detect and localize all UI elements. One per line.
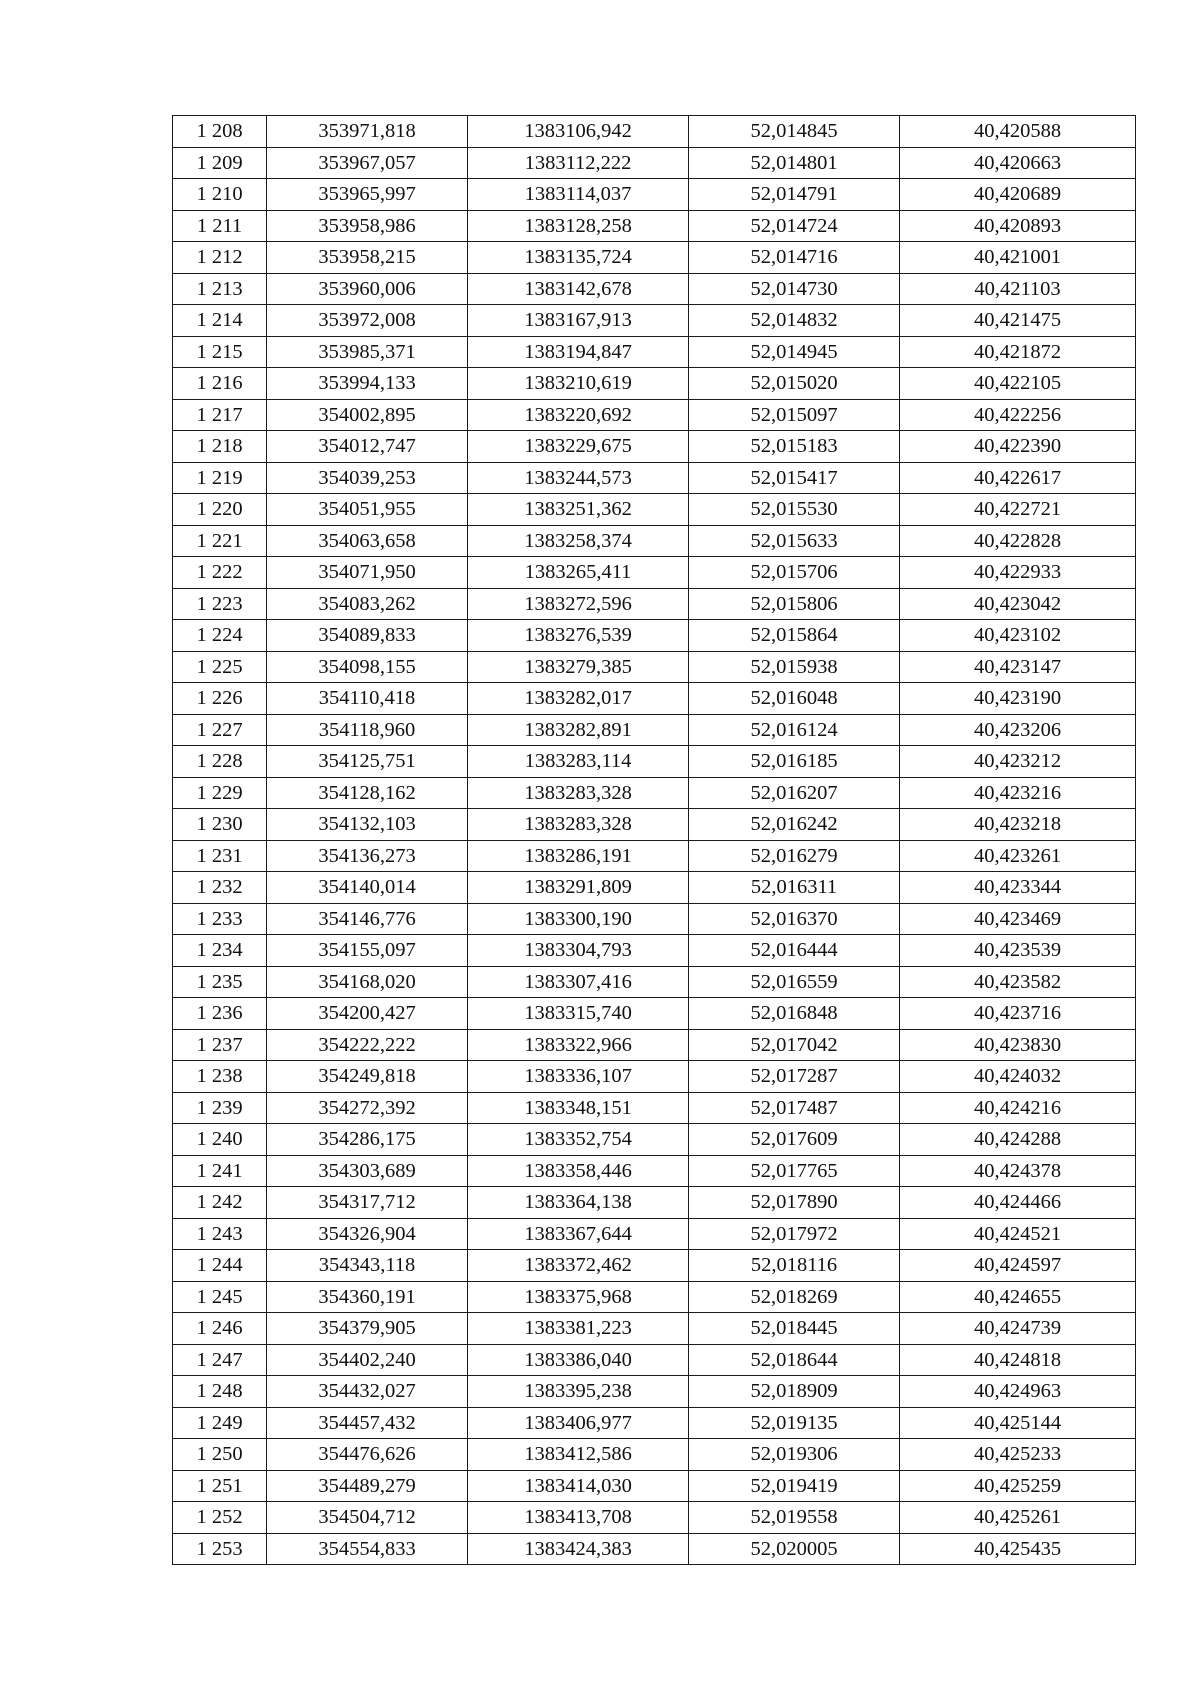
y-coordinate-cell: 1383283,328 — [468, 777, 689, 809]
y-coordinate-cell: 1383210,619 — [468, 368, 689, 400]
latitude-cell: 52,016848 — [689, 998, 900, 1030]
x-coordinate-cell: 354140,014 — [267, 872, 468, 904]
latitude-cell: 52,014724 — [689, 210, 900, 242]
y-coordinate-cell: 1383283,114 — [468, 746, 689, 778]
y-coordinate-cell: 1383406,977 — [468, 1407, 689, 1439]
y-coordinate-cell: 1383244,573 — [468, 462, 689, 494]
x-coordinate-cell: 354128,162 — [267, 777, 468, 809]
latitude-cell: 52,020005 — [689, 1533, 900, 1565]
table-row — [173, 179, 1136, 211]
longitude-cell: 40,425435 — [900, 1533, 1136, 1565]
y-coordinate-cell: 1383413,708 — [468, 1502, 689, 1534]
point-number-cell: 1 222 — [173, 557, 267, 589]
x-coordinate-cell: 354155,097 — [267, 935, 468, 967]
x-coordinate-cell: 354457,432 — [267, 1407, 468, 1439]
longitude-cell: 40,423716 — [900, 998, 1136, 1030]
x-coordinate-cell: 354317,712 — [267, 1187, 468, 1219]
longitude-cell: 40,425233 — [900, 1439, 1136, 1471]
latitude-cell: 52,016185 — [689, 746, 900, 778]
y-coordinate-cell: 1383142,678 — [468, 273, 689, 305]
y-coordinate-cell: 1383307,416 — [468, 966, 689, 998]
y-coordinate-cell: 1383358,446 — [468, 1155, 689, 1187]
latitude-cell: 52,016124 — [689, 714, 900, 746]
y-coordinate-cell: 1383106,942 — [468, 116, 689, 148]
longitude-cell: 40,423539 — [900, 935, 1136, 967]
longitude-cell: 40,420893 — [900, 210, 1136, 242]
latitude-cell: 52,018445 — [689, 1313, 900, 1345]
longitude-cell: 40,422933 — [900, 557, 1136, 589]
latitude-cell: 52,015706 — [689, 557, 900, 589]
table-row — [173, 809, 1136, 841]
table-row — [173, 1218, 1136, 1250]
latitude-cell: 52,015633 — [689, 525, 900, 557]
y-coordinate-cell: 1383286,191 — [468, 840, 689, 872]
x-coordinate-cell: 354002,895 — [267, 399, 468, 431]
point-number-cell: 1 217 — [173, 399, 267, 431]
point-number-cell: 1 234 — [173, 935, 267, 967]
latitude-cell: 52,016370 — [689, 903, 900, 935]
x-coordinate-cell: 354118,960 — [267, 714, 468, 746]
x-coordinate-cell: 353958,215 — [267, 242, 468, 274]
point-number-cell: 1 237 — [173, 1029, 267, 1061]
point-number-cell: 1 233 — [173, 903, 267, 935]
point-number-cell: 1 221 — [173, 525, 267, 557]
latitude-cell: 52,018644 — [689, 1344, 900, 1376]
table-row — [173, 1344, 1136, 1376]
y-coordinate-cell: 1383282,891 — [468, 714, 689, 746]
y-coordinate-cell: 1383283,328 — [468, 809, 689, 841]
longitude-cell: 40,424032 — [900, 1061, 1136, 1093]
point-number-cell: 1 210 — [173, 179, 267, 211]
table-row — [173, 1376, 1136, 1408]
point-number-cell: 1 226 — [173, 683, 267, 715]
table-row — [173, 116, 1136, 148]
latitude-cell: 52,017609 — [689, 1124, 900, 1156]
y-coordinate-cell: 1383194,847 — [468, 336, 689, 368]
table-row — [173, 1502, 1136, 1534]
x-coordinate-cell: 354012,747 — [267, 431, 468, 463]
y-coordinate-cell: 1383128,258 — [468, 210, 689, 242]
latitude-cell: 52,017890 — [689, 1187, 900, 1219]
latitude-cell: 52,015864 — [689, 620, 900, 652]
table-row — [173, 431, 1136, 463]
table-row — [173, 714, 1136, 746]
table-row — [173, 651, 1136, 683]
x-coordinate-cell: 354110,418 — [267, 683, 468, 715]
point-number-cell: 1 252 — [173, 1502, 267, 1534]
longitude-cell: 40,424288 — [900, 1124, 1136, 1156]
point-number-cell: 1 227 — [173, 714, 267, 746]
latitude-cell: 52,019306 — [689, 1439, 900, 1471]
y-coordinate-cell: 1383367,644 — [468, 1218, 689, 1250]
latitude-cell: 52,014730 — [689, 273, 900, 305]
table-row — [173, 1092, 1136, 1124]
y-coordinate-cell: 1383276,539 — [468, 620, 689, 652]
point-number-cell: 1 238 — [173, 1061, 267, 1093]
point-number-cell: 1 248 — [173, 1376, 267, 1408]
point-number-cell: 1 211 — [173, 210, 267, 242]
table-row — [173, 683, 1136, 715]
latitude-cell: 52,014845 — [689, 116, 900, 148]
x-coordinate-cell: 354125,751 — [267, 746, 468, 778]
y-coordinate-cell: 1383386,040 — [468, 1344, 689, 1376]
point-number-cell: 1 219 — [173, 462, 267, 494]
longitude-cell: 40,422105 — [900, 368, 1136, 400]
longitude-cell: 40,423582 — [900, 966, 1136, 998]
x-coordinate-cell: 354051,955 — [267, 494, 468, 526]
latitude-cell: 52,016311 — [689, 872, 900, 904]
y-coordinate-cell: 1383135,724 — [468, 242, 689, 274]
table-row — [173, 147, 1136, 179]
latitude-cell: 52,014832 — [689, 305, 900, 337]
y-coordinate-cell: 1383300,190 — [468, 903, 689, 935]
point-number-cell: 1 216 — [173, 368, 267, 400]
x-coordinate-cell: 353967,057 — [267, 147, 468, 179]
x-coordinate-cell: 353972,008 — [267, 305, 468, 337]
point-number-cell: 1 245 — [173, 1281, 267, 1313]
y-coordinate-cell: 1383424,383 — [468, 1533, 689, 1565]
table-row — [173, 210, 1136, 242]
y-coordinate-cell: 1383114,037 — [468, 179, 689, 211]
latitude-cell: 52,016559 — [689, 966, 900, 998]
point-number-cell: 1 215 — [173, 336, 267, 368]
y-coordinate-cell: 1383282,017 — [468, 683, 689, 715]
latitude-cell: 52,015417 — [689, 462, 900, 494]
latitude-cell: 52,016279 — [689, 840, 900, 872]
latitude-cell: 52,017487 — [689, 1092, 900, 1124]
point-number-cell: 1 225 — [173, 651, 267, 683]
longitude-cell: 40,422390 — [900, 431, 1136, 463]
longitude-cell: 40,423344 — [900, 872, 1136, 904]
longitude-cell: 40,421001 — [900, 242, 1136, 274]
table-row — [173, 1313, 1136, 1345]
x-coordinate-cell: 354249,818 — [267, 1061, 468, 1093]
x-coordinate-cell: 354063,658 — [267, 525, 468, 557]
table-row — [173, 494, 1136, 526]
table-row — [173, 525, 1136, 557]
x-coordinate-cell: 354168,020 — [267, 966, 468, 998]
x-coordinate-cell: 354071,950 — [267, 557, 468, 589]
table-row — [173, 462, 1136, 494]
point-number-cell: 1 242 — [173, 1187, 267, 1219]
x-coordinate-cell: 353960,006 — [267, 273, 468, 305]
latitude-cell: 52,016242 — [689, 809, 900, 841]
x-coordinate-cell: 354554,833 — [267, 1533, 468, 1565]
x-coordinate-cell: 354039,253 — [267, 462, 468, 494]
table-row — [173, 840, 1136, 872]
coordinates-table — [172, 115, 1136, 1565]
x-coordinate-cell: 354098,155 — [267, 651, 468, 683]
x-coordinate-cell: 354303,689 — [267, 1155, 468, 1187]
point-number-cell: 1 218 — [173, 431, 267, 463]
longitude-cell: 40,422256 — [900, 399, 1136, 431]
y-coordinate-cell: 1383348,151 — [468, 1092, 689, 1124]
point-number-cell: 1 246 — [173, 1313, 267, 1345]
latitude-cell: 52,016048 — [689, 683, 900, 715]
table-row — [173, 620, 1136, 652]
x-coordinate-cell: 353965,997 — [267, 179, 468, 211]
y-coordinate-cell: 1383220,692 — [468, 399, 689, 431]
x-coordinate-cell: 354402,240 — [267, 1344, 468, 1376]
point-number-cell: 1 220 — [173, 494, 267, 526]
table-row — [173, 746, 1136, 778]
table-row — [173, 1029, 1136, 1061]
y-coordinate-cell: 1383372,462 — [468, 1250, 689, 1282]
latitude-cell: 52,014716 — [689, 242, 900, 274]
point-number-cell: 1 251 — [173, 1470, 267, 1502]
latitude-cell: 52,015097 — [689, 399, 900, 431]
longitude-cell: 40,422721 — [900, 494, 1136, 526]
point-number-cell: 1 213 — [173, 273, 267, 305]
table-row — [173, 1155, 1136, 1187]
table-row — [173, 273, 1136, 305]
latitude-cell: 52,015938 — [689, 651, 900, 683]
longitude-cell: 40,425261 — [900, 1502, 1136, 1534]
latitude-cell: 52,017765 — [689, 1155, 900, 1187]
y-coordinate-cell: 1383251,362 — [468, 494, 689, 526]
latitude-cell: 52,017042 — [689, 1029, 900, 1061]
table-row — [173, 998, 1136, 1030]
point-number-cell: 1 230 — [173, 809, 267, 841]
longitude-cell: 40,422828 — [900, 525, 1136, 557]
latitude-cell: 52,017287 — [689, 1061, 900, 1093]
y-coordinate-cell: 1383412,586 — [468, 1439, 689, 1471]
longitude-cell: 40,424521 — [900, 1218, 1136, 1250]
longitude-cell: 40,424466 — [900, 1187, 1136, 1219]
y-coordinate-cell: 1383414,030 — [468, 1470, 689, 1502]
longitude-cell: 40,423190 — [900, 683, 1136, 715]
table-row — [173, 399, 1136, 431]
x-coordinate-cell: 354200,427 — [267, 998, 468, 1030]
table-row — [173, 777, 1136, 809]
x-coordinate-cell: 354222,222 — [267, 1029, 468, 1061]
x-coordinate-cell: 353971,818 — [267, 116, 468, 148]
longitude-cell: 40,424739 — [900, 1313, 1136, 1345]
x-coordinate-cell: 354432,027 — [267, 1376, 468, 1408]
x-coordinate-cell: 354343,118 — [267, 1250, 468, 1282]
latitude-cell: 52,014945 — [689, 336, 900, 368]
x-coordinate-cell: 354146,776 — [267, 903, 468, 935]
y-coordinate-cell: 1383291,809 — [468, 872, 689, 904]
latitude-cell: 52,018269 — [689, 1281, 900, 1313]
longitude-cell: 40,423261 — [900, 840, 1136, 872]
y-coordinate-cell: 1383322,966 — [468, 1029, 689, 1061]
longitude-cell: 40,421103 — [900, 273, 1136, 305]
x-coordinate-cell: 354286,175 — [267, 1124, 468, 1156]
longitude-cell: 40,423206 — [900, 714, 1136, 746]
table-row — [173, 903, 1136, 935]
y-coordinate-cell: 1383167,913 — [468, 305, 689, 337]
table-row — [173, 1533, 1136, 1565]
point-number-cell: 1 229 — [173, 777, 267, 809]
y-coordinate-cell: 1383258,374 — [468, 525, 689, 557]
longitude-cell: 40,424597 — [900, 1250, 1136, 1282]
latitude-cell: 52,015020 — [689, 368, 900, 400]
longitude-cell: 40,423042 — [900, 588, 1136, 620]
y-coordinate-cell: 1383279,385 — [468, 651, 689, 683]
x-coordinate-cell: 354504,712 — [267, 1502, 468, 1534]
longitude-cell: 40,420689 — [900, 179, 1136, 211]
y-coordinate-cell: 1383229,675 — [468, 431, 689, 463]
x-coordinate-cell: 354326,904 — [267, 1218, 468, 1250]
y-coordinate-cell: 1383395,238 — [468, 1376, 689, 1408]
latitude-cell: 52,019135 — [689, 1407, 900, 1439]
point-number-cell: 1 240 — [173, 1124, 267, 1156]
coordinates-table-body — [173, 116, 1136, 1565]
table-row — [173, 1124, 1136, 1156]
table-row — [173, 1281, 1136, 1313]
latitude-cell: 52,014791 — [689, 179, 900, 211]
y-coordinate-cell: 1383272,596 — [468, 588, 689, 620]
x-coordinate-cell: 354360,191 — [267, 1281, 468, 1313]
latitude-cell: 52,019558 — [689, 1502, 900, 1534]
table-row — [173, 305, 1136, 337]
point-number-cell: 1 243 — [173, 1218, 267, 1250]
point-number-cell: 1 250 — [173, 1439, 267, 1471]
longitude-cell: 40,423216 — [900, 777, 1136, 809]
x-coordinate-cell: 354132,103 — [267, 809, 468, 841]
table-row — [173, 1250, 1136, 1282]
longitude-cell: 40,424216 — [900, 1092, 1136, 1124]
y-coordinate-cell: 1383375,968 — [468, 1281, 689, 1313]
table-row — [173, 966, 1136, 998]
point-number-cell: 1 232 — [173, 872, 267, 904]
longitude-cell: 40,420588 — [900, 116, 1136, 148]
latitude-cell: 52,015183 — [689, 431, 900, 463]
table-row — [173, 242, 1136, 274]
latitude-cell: 52,018909 — [689, 1376, 900, 1408]
y-coordinate-cell: 1383381,223 — [468, 1313, 689, 1345]
table-row — [173, 1187, 1136, 1219]
longitude-cell: 40,420663 — [900, 147, 1136, 179]
point-number-cell: 1 244 — [173, 1250, 267, 1282]
longitude-cell: 40,423218 — [900, 809, 1136, 841]
point-number-cell: 1 239 — [173, 1092, 267, 1124]
latitude-cell: 52,017972 — [689, 1218, 900, 1250]
latitude-cell: 52,015806 — [689, 588, 900, 620]
longitude-cell: 40,424963 — [900, 1376, 1136, 1408]
longitude-cell: 40,423830 — [900, 1029, 1136, 1061]
y-coordinate-cell: 1383304,793 — [468, 935, 689, 967]
latitude-cell: 52,015530 — [689, 494, 900, 526]
x-coordinate-cell: 353985,371 — [267, 336, 468, 368]
longitude-cell: 40,425259 — [900, 1470, 1136, 1502]
longitude-cell: 40,423469 — [900, 903, 1136, 935]
longitude-cell: 40,424655 — [900, 1281, 1136, 1313]
y-coordinate-cell: 1383112,222 — [468, 147, 689, 179]
point-number-cell: 1 235 — [173, 966, 267, 998]
point-number-cell: 1 223 — [173, 588, 267, 620]
table-row — [173, 368, 1136, 400]
point-number-cell: 1 212 — [173, 242, 267, 274]
point-number-cell: 1 214 — [173, 305, 267, 337]
point-number-cell: 1 231 — [173, 840, 267, 872]
longitude-cell: 40,421872 — [900, 336, 1136, 368]
point-number-cell: 1 209 — [173, 147, 267, 179]
point-number-cell: 1 249 — [173, 1407, 267, 1439]
x-coordinate-cell: 353994,133 — [267, 368, 468, 400]
x-coordinate-cell: 354476,626 — [267, 1439, 468, 1471]
table-row — [173, 935, 1136, 967]
table-row — [173, 336, 1136, 368]
x-coordinate-cell: 353958,986 — [267, 210, 468, 242]
x-coordinate-cell: 354272,392 — [267, 1092, 468, 1124]
table-row — [173, 1470, 1136, 1502]
longitude-cell: 40,424378 — [900, 1155, 1136, 1187]
table-row — [173, 1407, 1136, 1439]
x-coordinate-cell: 354379,905 — [267, 1313, 468, 1345]
longitude-cell: 40,424818 — [900, 1344, 1136, 1376]
x-coordinate-cell: 354489,279 — [267, 1470, 468, 1502]
longitude-cell: 40,423212 — [900, 746, 1136, 778]
latitude-cell: 52,016207 — [689, 777, 900, 809]
latitude-cell: 52,019419 — [689, 1470, 900, 1502]
longitude-cell: 40,421475 — [900, 305, 1136, 337]
point-number-cell: 1 241 — [173, 1155, 267, 1187]
longitude-cell: 40,422617 — [900, 462, 1136, 494]
point-number-cell: 1 253 — [173, 1533, 267, 1565]
y-coordinate-cell: 1383336,107 — [468, 1061, 689, 1093]
table-row — [173, 1061, 1136, 1093]
x-coordinate-cell: 354136,273 — [267, 840, 468, 872]
point-number-cell: 1 224 — [173, 620, 267, 652]
y-coordinate-cell: 1383265,411 — [468, 557, 689, 589]
point-number-cell: 1 236 — [173, 998, 267, 1030]
y-coordinate-cell: 1383364,138 — [468, 1187, 689, 1219]
x-coordinate-cell: 354083,262 — [267, 588, 468, 620]
point-number-cell: 1 208 — [173, 116, 267, 148]
point-number-cell: 1 247 — [173, 1344, 267, 1376]
table-row — [173, 1439, 1136, 1471]
point-number-cell: 1 228 — [173, 746, 267, 778]
x-coordinate-cell: 354089,833 — [267, 620, 468, 652]
latitude-cell: 52,018116 — [689, 1250, 900, 1282]
longitude-cell: 40,425144 — [900, 1407, 1136, 1439]
y-coordinate-cell: 1383315,740 — [468, 998, 689, 1030]
longitude-cell: 40,423147 — [900, 651, 1136, 683]
latitude-cell: 52,016444 — [689, 935, 900, 967]
longitude-cell: 40,423102 — [900, 620, 1136, 652]
y-coordinate-cell: 1383352,754 — [468, 1124, 689, 1156]
table-row — [173, 588, 1136, 620]
table-row — [173, 557, 1136, 589]
table-row — [173, 872, 1136, 904]
latitude-cell: 52,014801 — [689, 147, 900, 179]
